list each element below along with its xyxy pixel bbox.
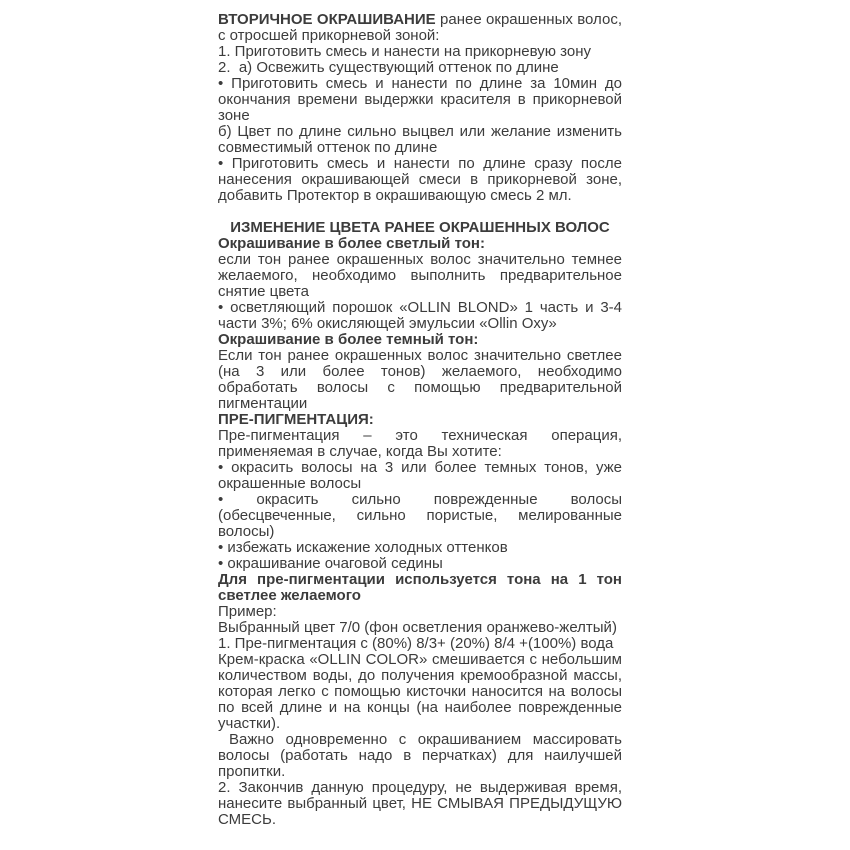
paragraph: [218, 652, 622, 732]
text-run: Важно одновременно с окрашиванием массировать волосы (работать надо в перчатках) для наилучшей пропитки.: [218, 731, 622, 780]
text-run: если тон ранее окрашенных волос значительно темнее желаемого, необходимо выполнить предварительное снятие цвета: [218, 251, 622, 300]
paragraph: [218, 732, 622, 780]
paragraph: [218, 156, 622, 204]
bold-text-run: ПРЕ-ПИГМЕНТАЦИЯ:: [218, 411, 374, 428]
text-run: • Приготовить смесь и нанести по длине за 10мин до окончания времени выдержки красителя в прикорневой зоне: [218, 75, 622, 124]
document-body: [218, 12, 622, 828]
bold-text-run: ВТОРИЧНОЕ ОКРАШИВАНИЕ: [218, 11, 436, 28]
paragraph: [218, 76, 622, 124]
text-run: • осветляющий порошок «OLLIN BLOND» 1 часть и 3-4 части 3%; 6% окисляющей эмульсии «Ollin Oxy»: [218, 299, 622, 332]
paragraph: [218, 604, 622, 620]
paragraph: [218, 12, 622, 44]
text-run: 1. Пре-пигментация с (80%) 8/3+ (20%) 8/4 +(100%) вода: [218, 635, 614, 652]
section-heading: [218, 236, 622, 252]
text-run: б) Цвет по длине сильно выцвел или желание изменить совместимый оттенок по длине: [218, 123, 622, 156]
section-heading: [218, 412, 622, 428]
paragraph: [218, 252, 622, 300]
paragraph: [218, 348, 622, 412]
bold-text-run: Для пре-пигментации используется тона на 1 тон светлее желаемого: [218, 571, 622, 604]
section-heading: [218, 332, 622, 348]
paragraph: [218, 300, 622, 332]
text-run: Пре-пигментация – это техническая операция, применяемая в случае, когда Вы хотите:: [218, 427, 622, 460]
paragraph: [218, 492, 622, 540]
paragraph: [218, 780, 622, 828]
text-run: ранее окрашенных волос, с отросшей прикорневой зоной:: [218, 11, 622, 44]
text-run: • окрашивание очаговой седины: [218, 555, 443, 572]
text-run: 2. Закончив данную процедуру, не выдерживая время, нанесите выбранный цвет, НЕ СМЫВАЯ ПРЕДЫДУЩУЮ СМЕСЬ.: [218, 779, 622, 828]
text-run: • избежать искажение холодных оттенков: [218, 539, 508, 556]
paragraph: [218, 620, 622, 636]
text-run: Крем-краска «OLLIN COLOR» смешивается с небольшим количеством воды, до получения кремообразной массы, которая легко с помощью кисточки наносится на волосы по всей длине и на концы (на наиболее поврежденные участки).: [218, 651, 622, 732]
paragraph: [218, 44, 622, 60]
section-heading: [218, 220, 622, 236]
text-run: 1. Приготовить смесь и нанести на прикорневую зону: [218, 43, 592, 60]
paragraph: [218, 460, 622, 492]
bold-text-run: Окрашивание в более темный тон:: [218, 331, 479, 348]
bold-text-run: ИЗМЕНЕНИЕ ЦВЕТА РАНЕЕ ОКРАШЕННЫХ ВОЛОС: [230, 219, 610, 236]
bold-text-run: Окрашивание в более светлый тон:: [218, 235, 485, 252]
text-run: Пример:: [218, 603, 277, 620]
text-run: Если тон ранее окрашенных волос значительно светлее (на 3 или более тонов) желаемого, необходимо обработать волосы с помощью предварительной пигментации: [218, 347, 622, 412]
paragraph: [218, 428, 622, 460]
text-run: • окрасить сильно поврежденные волосы (обесцвеченные, сильно пористые, мелированные волосы): [218, 491, 622, 540]
paragraph: [218, 60, 622, 76]
paragraph: [218, 540, 622, 556]
paragraph: [218, 124, 622, 156]
text-run: 2. а) Освежить существующий оттенок по длине: [218, 59, 559, 76]
paragraph-spacer: [218, 204, 622, 220]
text-run: Выбранный цвет 7/0 (фон осветления оранжево-желтый): [218, 619, 617, 636]
text-run: • окрасить волосы на 3 или более темных тонов, уже окрашенные волосы: [218, 459, 622, 492]
paragraph: [218, 636, 622, 652]
paragraph: [218, 556, 622, 572]
text-run: • Приготовить смесь и нанести по длине сразу после нанесения окрашивающей смеси в прикорневой зоне, добавить Протектор в окрашивающую смесь 2 мл.: [218, 155, 622, 204]
section-heading: [218, 572, 622, 604]
